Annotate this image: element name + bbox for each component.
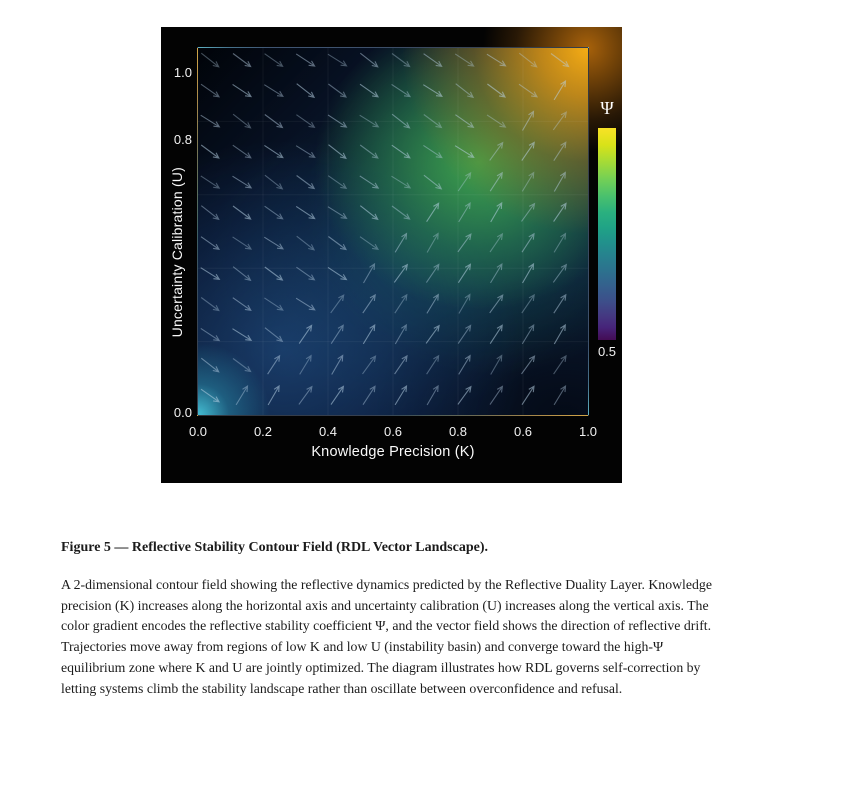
vector-arrow bbox=[265, 206, 283, 219]
vector-arrow bbox=[458, 387, 471, 405]
vector-arrow bbox=[360, 206, 377, 220]
vector-arrow bbox=[360, 237, 378, 250]
vector-arrow bbox=[264, 145, 282, 157]
figure-caption-body: A 2-dimensional contour field showing the reflective dynamics predicted by the Reflective Duality Layer. Knowledge precision (K) increases along the horizontal axis and uncertainty calibration (U) increases along the vertical axis. The color gradient encodes the reflective stability coefficient Ψ, and the vector field shows the direction of reflective drift. Trajectories move away from regions of low K and low U (instability basin) and converge toward the high-Ψ equilibrium zone where K and U are jointly optimized. The diagram illustrates how RDL governs self-correction by letting systems climb the stability landscape rather than oscillate between overconfidence and refusal. bbox=[61, 577, 712, 696]
vector-arrow bbox=[427, 203, 439, 221]
vector-arrow bbox=[424, 175, 441, 189]
vector-arrow bbox=[265, 328, 282, 342]
x-tick-label: 1.0 bbox=[578, 424, 598, 439]
vector-arrow bbox=[363, 386, 375, 404]
vector-arrow bbox=[522, 234, 534, 252]
vector-arrow bbox=[201, 237, 219, 250]
vector-arrow bbox=[395, 356, 407, 374]
vector-arrow bbox=[554, 386, 565, 405]
vector-arrow bbox=[201, 84, 219, 97]
vector-arrow bbox=[360, 176, 378, 188]
y-axis-title: Uncertainty Calibration (U) bbox=[169, 167, 185, 338]
vector-arrow bbox=[394, 265, 407, 283]
vector-arrow bbox=[523, 264, 534, 283]
vector-arrow bbox=[233, 298, 251, 311]
vector-arrow bbox=[268, 356, 280, 374]
vector-arrow bbox=[233, 329, 252, 341]
vector-arrow bbox=[491, 356, 502, 375]
vector-arrow bbox=[522, 142, 534, 160]
vector-arrow bbox=[233, 84, 251, 96]
vector-arrow bbox=[554, 234, 565, 253]
vector-arrow bbox=[328, 237, 346, 250]
vector-arrow bbox=[332, 356, 343, 375]
vector-arrow bbox=[360, 84, 378, 97]
vector-arrow bbox=[296, 54, 314, 66]
vector-arrow bbox=[328, 207, 347, 219]
y-tick-label: 0.8 bbox=[173, 131, 192, 147]
vector-arrow bbox=[265, 267, 283, 280]
x-tick-label: 0.6 bbox=[513, 424, 533, 439]
vector-arrow bbox=[424, 54, 442, 67]
vector-arrow bbox=[296, 267, 314, 280]
vector-arrow bbox=[328, 54, 347, 66]
x-axis-title: Knowledge Precision (K) bbox=[311, 444, 475, 460]
x-tick-label: 0.0 bbox=[188, 424, 208, 439]
figure-panel bbox=[161, 27, 622, 483]
vector-arrow bbox=[328, 176, 346, 189]
vector-arrow bbox=[296, 298, 315, 310]
vector-arrow bbox=[201, 389, 219, 402]
vector-arrow bbox=[299, 325, 311, 343]
vector-arrow bbox=[554, 173, 565, 192]
vector-arrow bbox=[363, 356, 376, 374]
x-tick-label: 0.8 bbox=[448, 424, 468, 439]
vector-arrow bbox=[491, 203, 502, 222]
vector-arrow bbox=[519, 84, 537, 97]
vector-arrow bbox=[265, 175, 282, 189]
vector-arrow bbox=[201, 268, 220, 280]
vector-arrow bbox=[233, 54, 251, 67]
vector-arrow bbox=[329, 145, 346, 159]
vector-arrow bbox=[554, 142, 566, 160]
colorbar-tick-label: 0.5 bbox=[597, 344, 617, 359]
vector-arrow bbox=[201, 358, 218, 372]
vector-arrow bbox=[459, 203, 470, 222]
vector-arrow bbox=[458, 234, 471, 252]
vector-arrow bbox=[201, 298, 219, 311]
vector-arrow bbox=[297, 236, 314, 250]
vector-arrow bbox=[331, 386, 343, 404]
vector-arrow bbox=[490, 325, 502, 343]
vector-arrow bbox=[392, 54, 410, 67]
vector-arrow bbox=[201, 206, 218, 220]
vector-arrow bbox=[423, 145, 441, 157]
vector-arrow bbox=[264, 85, 283, 97]
vector-arrow bbox=[458, 264, 470, 282]
vector-arrow bbox=[201, 53, 218, 67]
vector-arrow bbox=[360, 145, 378, 158]
vector-arrow bbox=[491, 264, 502, 283]
vector-arrow bbox=[554, 203, 566, 221]
vector-arrow bbox=[233, 206, 251, 219]
colorbar-title: Ψ bbox=[600, 98, 614, 118]
vector-arrow bbox=[426, 264, 438, 282]
vector-arrow bbox=[233, 237, 251, 249]
vector-arrow bbox=[490, 295, 503, 313]
vector-arrow bbox=[487, 84, 505, 97]
vector-arrow bbox=[458, 173, 470, 191]
vector-arrow bbox=[459, 295, 470, 314]
vector-arrow bbox=[554, 81, 565, 100]
vector-arrow bbox=[554, 356, 566, 374]
vector-arrow bbox=[265, 54, 283, 67]
vector-arrow bbox=[426, 326, 439, 344]
vector-arrow bbox=[551, 54, 569, 67]
vector-arrow bbox=[297, 84, 314, 98]
vector-arrow bbox=[233, 267, 250, 281]
colorbar bbox=[598, 128, 616, 340]
vector-arrow bbox=[522, 386, 534, 404]
vector-arrow bbox=[554, 295, 566, 313]
vector-arrow bbox=[522, 173, 533, 192]
vector-arrow bbox=[423, 85, 442, 97]
vector-arrow bbox=[233, 176, 252, 188]
vector-arrow bbox=[519, 53, 536, 67]
vector-arrow bbox=[268, 386, 279, 405]
vector-arrow bbox=[522, 325, 533, 344]
vector-arrow bbox=[233, 145, 251, 158]
vector-arrow bbox=[427, 295, 438, 314]
vector-arrow bbox=[395, 234, 406, 253]
vector-arrow bbox=[201, 145, 219, 158]
vector-arrow bbox=[296, 206, 314, 218]
vector-arrow bbox=[363, 295, 375, 313]
vector-arrow bbox=[264, 298, 282, 310]
vector-arrow bbox=[236, 386, 247, 405]
vector-arrow bbox=[264, 237, 283, 249]
vector-arrow bbox=[296, 146, 315, 158]
vector-arrow bbox=[233, 359, 251, 372]
vector-arrow bbox=[490, 386, 502, 404]
vector-arrow bbox=[458, 325, 470, 343]
x-tick-label: 0.4 bbox=[318, 424, 338, 439]
vector-arrow bbox=[459, 356, 470, 375]
vector-arrow bbox=[427, 356, 439, 374]
x-tick-label: 0.6 bbox=[383, 424, 403, 439]
vector-arrow bbox=[490, 234, 502, 252]
vector-arrow bbox=[427, 386, 438, 405]
vector-arrow bbox=[392, 206, 410, 219]
vector-arrow bbox=[299, 387, 312, 405]
y-tick-label: 1.0 bbox=[173, 65, 192, 81]
vector-field-svg bbox=[198, 48, 588, 415]
vector-arrow bbox=[395, 386, 406, 405]
vector-arrow bbox=[392, 84, 410, 96]
vector-arrow bbox=[331, 295, 344, 313]
vector-arrow bbox=[553, 265, 566, 283]
vector-arrow bbox=[300, 356, 311, 375]
vector-arrow bbox=[363, 325, 374, 344]
figure-caption-title: Figure 5 — Reflective Stability Contour Field (RDL Vector Landscape). bbox=[61, 540, 488, 555]
vector-arrow bbox=[395, 295, 407, 313]
vector-arrow bbox=[490, 173, 502, 191]
vector-arrow bbox=[392, 176, 411, 188]
x-tick-label: 0.2 bbox=[253, 424, 273, 439]
vector-arrow bbox=[201, 176, 219, 188]
vector-arrow bbox=[328, 84, 346, 97]
y-tick-label: 0.0 bbox=[173, 404, 192, 420]
vector-arrow bbox=[487, 54, 506, 66]
vector-arrow bbox=[392, 145, 410, 158]
vector-arrow bbox=[360, 53, 377, 67]
vector-arrow bbox=[364, 264, 375, 283]
vector-arrow bbox=[522, 295, 534, 313]
vector-arrow bbox=[427, 234, 438, 253]
vector-arrow bbox=[297, 176, 315, 189]
vector-arrow bbox=[201, 328, 219, 340]
vector-arrow bbox=[328, 267, 346, 279]
vector-arrow bbox=[331, 325, 343, 343]
vector-arrow bbox=[490, 143, 503, 161]
